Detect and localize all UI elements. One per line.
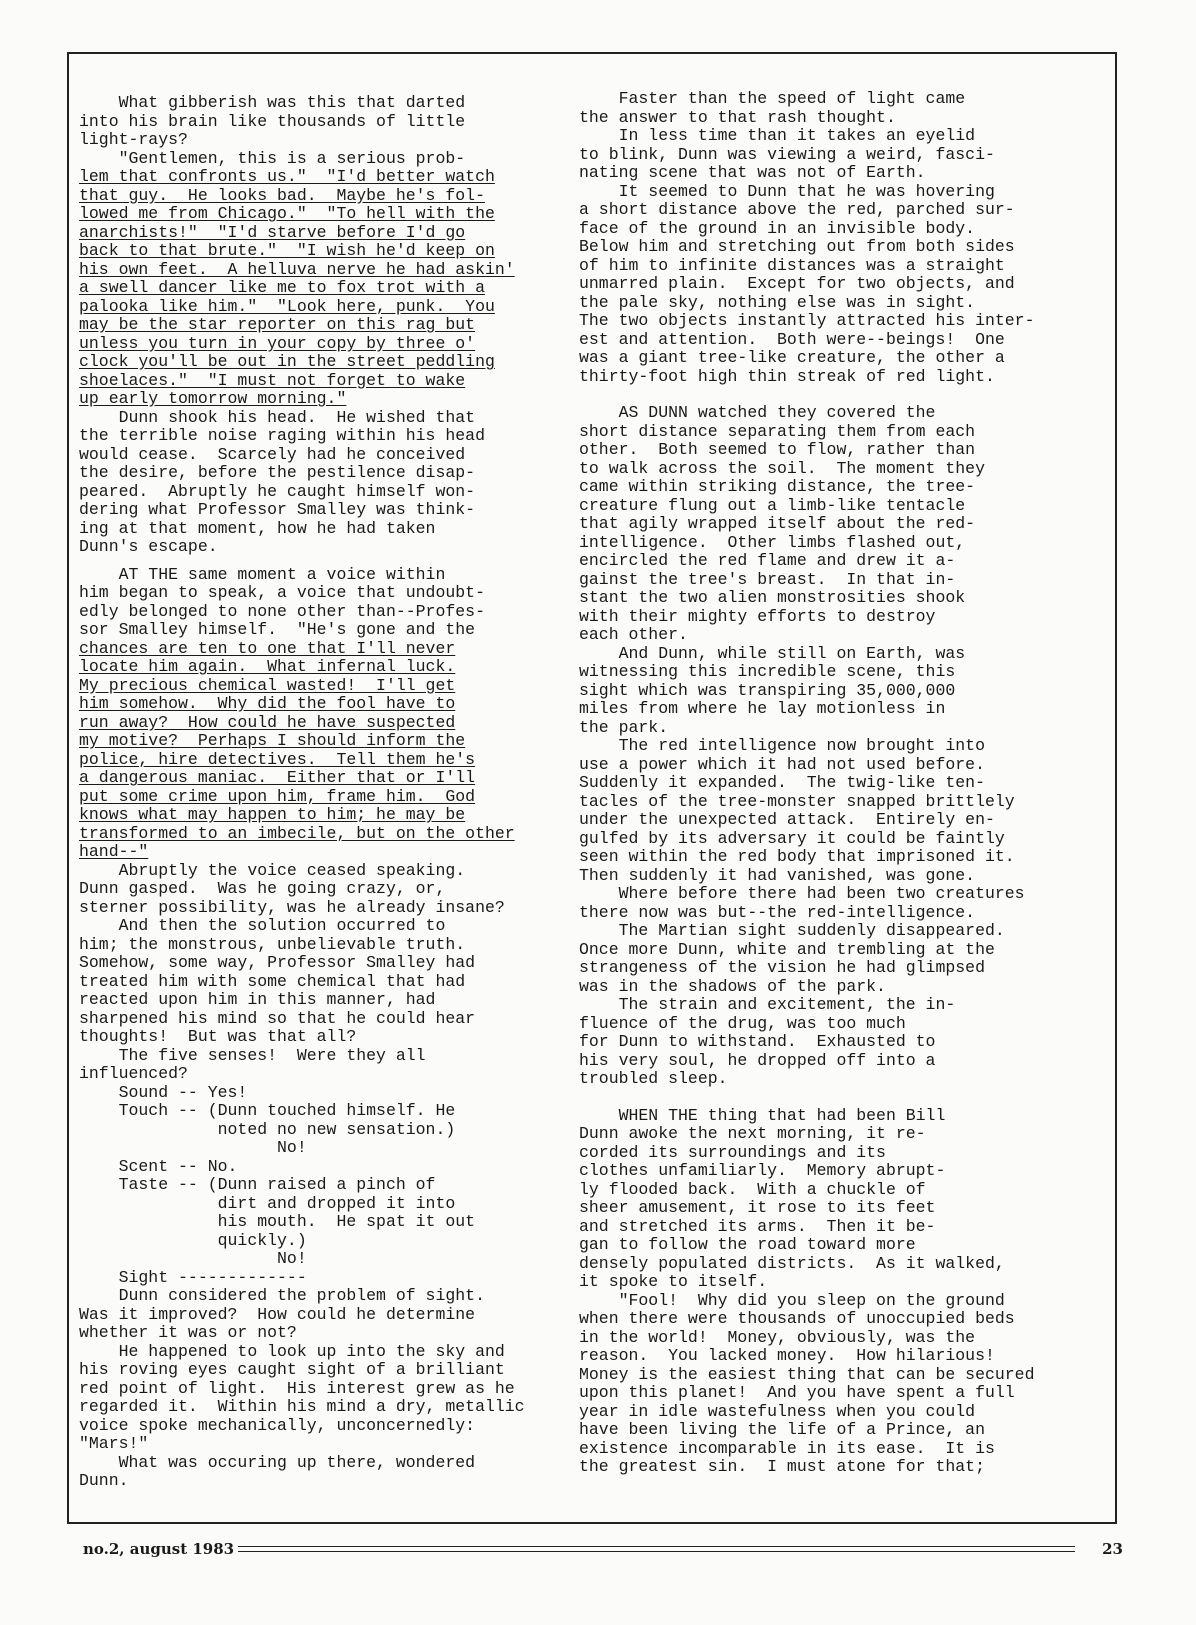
text-line: chances are ten to one that I'll never <box>79 638 456 658</box>
text-line: the terrible noise raging within his head <box>79 426 485 445</box>
text-line: nating scene that was not of Earth. <box>579 163 926 182</box>
text-line: Suddenly it expanded. The twig-like ten- <box>579 773 985 792</box>
text-line: treated him with some chemical that had <box>79 971 466 991</box>
text-line: the pale sky, nothing else was in sight. <box>579 292 976 312</box>
text-line: would cease. Scarcely had he conceived <box>79 444 466 464</box>
text-line: lowed me from Chicago." "To hell with the <box>79 204 495 223</box>
text-line: Taste -- (Dunn raised a pinch of <box>79 1175 436 1194</box>
text-line: upon this planet! And you have spent a full <box>579 1383 1015 1402</box>
page-footer <box>83 1540 1123 1560</box>
text-line: "Fool! Why did you sleep on the ground <box>579 1290 1005 1310</box>
text-line: Dunn considered the problem of sight. <box>79 1286 485 1305</box>
text-line: under the unexpected attack. Entirely en- <box>579 810 995 829</box>
text-line: quickly.) <box>79 1230 307 1250</box>
text-line: unmarred plain. Except for two objects, and <box>579 274 1015 293</box>
text-line: his own feet. A helluva nerve he had askin' <box>79 259 515 279</box>
text-line: was in the shadows of the park. <box>579 976 886 996</box>
text-line: my motive? Perhaps I should inform the <box>79 731 466 750</box>
text-line: Scent -- No. <box>79 1156 238 1176</box>
text-line: reason. You lacked money. How hilarious! <box>579 1346 995 1365</box>
text-line: peared. Abruptly he caught himself won- <box>79 481 476 501</box>
text-line: use a power which it had not used before. <box>579 754 985 774</box>
text-line: regarded it. Within his mind a dry, metallic <box>79 1397 525 1416</box>
text-line: Sight ------------- <box>79 1267 307 1287</box>
text-line: back to that brute." "I wish he'd keep on <box>79 241 495 260</box>
text-line: witnessing this incredible scene, this <box>579 662 956 681</box>
text-line: The Martian sight suddenly disappeared. <box>579 921 1005 940</box>
text-line: whether it was or not? <box>79 1323 297 1342</box>
text-line: shoelaces." "I must not forget to wake <box>79 370 466 390</box>
right-column <box>579 90 1109 1477</box>
text-line: in the world! Money, obviously, was the <box>579 1327 976 1347</box>
text-line: And Dunn, while still on Earth, was <box>579 643 966 663</box>
text-line: his very soul, he dropped off into a <box>579 1050 936 1070</box>
text-line: was a giant tree-like creature, the other a <box>579 348 1005 367</box>
text-line: "Mars!" <box>79 1434 149 1453</box>
text-line: him began to speak, a voice that undoubt- <box>79 583 485 602</box>
text-line: Once more Dunn, white and trembling at the <box>579 939 995 959</box>
text-line: sterner possibility, was he already insane? <box>79 897 505 917</box>
text-line: He happened to look up into the sky and <box>79 1341 505 1361</box>
text-line: reacted upon him in this manner, had <box>79 990 436 1009</box>
text-line: into his brain like thousands of little <box>79 111 466 131</box>
text-line: of him to infinite distances was a straight <box>579 255 1005 275</box>
text-line: the answer to that rash thought. <box>579 107 896 127</box>
text-line: have been living the life of a Prince, an <box>579 1420 985 1439</box>
footer-rule <box>233 1546 1075 1552</box>
text-line: est and attention. Both were--beings! One <box>579 329 1005 349</box>
text-line: a dangerous maniac. Either that or I'll <box>79 768 476 787</box>
text-line: light-rays? <box>79 130 188 149</box>
text-line: sight which was transpiring 35,000,000 <box>579 680 956 700</box>
text-line: sheer amusement, it rose to its feet <box>579 1198 936 1217</box>
text-line: fluence of the drug, was too much <box>579 1013 906 1033</box>
text-line: palooka like him." "Look here, punk. You <box>79 296 495 316</box>
text-line: influenced? <box>79 1064 188 1083</box>
text-line: creature flung out a limb-like tentacle <box>579 495 966 515</box>
text-line: police, hire detectives. Tell them he's <box>79 749 476 769</box>
text-line: the park. <box>579 717 669 737</box>
text-line: corded its surroundings and its <box>579 1142 886 1162</box>
text-line: it spoke to itself. <box>579 1272 768 1291</box>
text-line: gulfed by its adversary it could be faintly <box>579 828 1005 848</box>
text-line: him; the monstrous, unbelievable truth. <box>79 934 466 954</box>
issue-label: no.2, august 1983 <box>83 1540 238 1558</box>
text-line: densely populated districts. As it walked, <box>579 1253 1005 1273</box>
text-line: Faster than the speed of light came <box>579 89 966 108</box>
text-line: may be the star reporter on this rag but <box>79 315 476 334</box>
page-frame <box>67 52 1117 1524</box>
text-line: intelligence. Other limbs flashed out, <box>579 532 966 552</box>
text-line: for Dunn to withstand. Exhausted to <box>579 1032 936 1051</box>
text-line: existence incomparable in its ease. It is <box>579 1438 995 1458</box>
text-line: No! <box>79 1249 307 1268</box>
text-line: hand--" <box>79 842 149 861</box>
text-line: other. Both seemed to flow, rather than <box>579 440 976 459</box>
text-line: Dunn gasped. Was he going crazy, or, <box>79 879 446 898</box>
text-line: clothes unfamiliarly. Memory abrupt- <box>579 1161 946 1180</box>
text-line: to walk across the soil. The moment they <box>579 458 985 478</box>
text-line <box>579 1089 1109 1098</box>
text-line: locate him again. What infernal luck. <box>79 657 456 676</box>
text-line: that agily wrapped itself about the red- <box>579 514 976 533</box>
page-number: 23 <box>1098 1540 1123 1558</box>
text-line: stant the two alien monstrosities shook <box>579 588 966 607</box>
text-line: thoughts! But was that all? <box>79 1027 357 1046</box>
text-line: face of the ground in an invisible body. <box>579 218 976 238</box>
text-line: miles from where he lay motionless in <box>579 699 946 718</box>
text-line: Where before there had been two creatures <box>579 884 1025 903</box>
text-line: sor Smalley himself. "He's gone and the <box>79 620 476 639</box>
text-line: short distance separating them from each <box>579 421 976 441</box>
text-line: with their mighty efforts to destroy <box>579 606 936 626</box>
text-line: came within striking distance, the tree- <box>579 477 976 496</box>
text-line <box>579 386 1109 395</box>
text-line: each other. <box>579 625 688 644</box>
text-line: The five senses! Were they all <box>79 1045 426 1065</box>
text-line: Was it improved? How could he determine <box>79 1304 476 1324</box>
text-line: voice spoke mechanically, unconcernedly: <box>79 1415 476 1435</box>
text-line: AS DUNN watched they covered the <box>579 403 936 422</box>
text-line: a short distance above the red, parched sur- <box>579 200 1015 219</box>
text-line: The two objects instantly attracted his inter- <box>579 311 1035 330</box>
text-line: Dunn awoke the next morning, it re- <box>579 1124 926 1143</box>
text-line: the desire, before the pestilence disap- <box>79 463 476 482</box>
text-line: The red intelligence now brought into <box>579 736 985 755</box>
text-line: strangeness of the vision he had glimpsed <box>579 958 985 977</box>
text-line: Money is the easiest thing that can be secured <box>579 1364 1035 1384</box>
text-line: Dunn's escape. <box>79 537 218 556</box>
text-line: tacles of the tree-monster snapped brittlely <box>579 791 1015 811</box>
text-line: Dunn shook his head. He wished that <box>79 407 476 427</box>
text-line: ing at that moment, how he had taken <box>79 518 436 538</box>
text-line: "Gentlemen, this is a serious prob- <box>79 148 466 168</box>
text-line: My precious chemical wasted! I'll get <box>79 675 456 695</box>
text-line: anarchists!" "I'd starve before I'd go <box>79 222 466 242</box>
text-line: the greatest sin. I must atone for that; <box>579 1457 985 1476</box>
text-line: Then suddenly it had vanished, was gone. <box>579 865 976 885</box>
text-line: Dunn. <box>79 1471 129 1490</box>
text-line: gan to follow the road toward more <box>579 1235 916 1254</box>
text-line: What was occuring up there, wondered <box>79 1452 476 1472</box>
text-line: The strain and excitement, the in- <box>579 995 956 1014</box>
text-line: put some crime upon him, frame him. God <box>79 786 476 806</box>
text-line: troubled sleep. <box>579 1069 728 1088</box>
text-line: What gibberish was this that darted <box>79 93 466 112</box>
text-line: sharpened his mind so that he could hear <box>79 1008 476 1028</box>
text-line: lem that confronts us." "I'd better watch <box>79 167 495 186</box>
text-line: his mouth. He spat it out <box>79 1212 476 1231</box>
text-line: gainst the tree's breast. In that in- <box>579 569 956 589</box>
text-line: red point of light. His interest grew as he <box>79 1378 515 1398</box>
text-line: unless you turn in your copy by three o' <box>79 333 476 353</box>
text-line: thirty-foot high thin streak of red light. <box>579 366 995 386</box>
text-line: Touch -- (Dunn touched himself. He <box>79 1101 456 1120</box>
text-line: Abruptly the voice ceased speaking. <box>79 860 466 880</box>
left-column <box>79 94 574 1491</box>
text-line: noted no new sensation.) <box>79 1119 456 1139</box>
text-line: In less time than it takes an eyelid <box>579 126 976 145</box>
text-line: run away? How could he have suspected <box>79 712 456 732</box>
text-line: ly flooded back. With a chuckle of <box>579 1179 926 1199</box>
text-line: It seemed to Dunn that he was hovering <box>579 181 995 201</box>
text-line: that guy. He looks bad. Maybe he's fol- <box>79 185 485 205</box>
text-line: his roving eyes caught sight of a brilliant <box>79 1360 505 1379</box>
text-line: Somehow, some way, Professor Smalley had <box>79 953 476 972</box>
text-line: Below him and stretching out from both sides <box>579 237 1015 256</box>
text-line: to blink, Dunn was viewing a weird, fasci- <box>579 144 995 164</box>
text-line: seen within the red body that imprisoned it. <box>579 847 1015 866</box>
text-line: transformed to an imbecile, but on the other <box>79 823 515 843</box>
text-line: a swell dancer like me to fox trot with a <box>79 278 485 297</box>
text-line: there now was but--the red-intelligence. <box>579 902 976 922</box>
text-line: And then the solution occurred to <box>79 916 446 935</box>
text-line: and stretched its arms. Then it be- <box>579 1216 936 1236</box>
text-line: year in idle wastefulness when you could <box>579 1401 976 1421</box>
text-line: WHEN THE thing that had been Bill <box>579 1105 946 1125</box>
text-line: dirt and dropped it into <box>79 1193 456 1213</box>
text-line: when there were thousands of unoccupied beds <box>579 1309 1015 1328</box>
text-line: edly belonged to none other than--Profes- <box>79 601 485 621</box>
text-line: up early tomorrow morning." <box>79 389 347 408</box>
text-line: encircled the red flame and drew it a- <box>579 551 956 570</box>
text-line: him somehow. Why did the fool have to <box>79 694 456 713</box>
text-line: No! <box>79 1138 307 1157</box>
text-line: AT THE same moment a voice within <box>79 564 446 584</box>
text-line: Sound -- Yes! <box>79 1082 248 1102</box>
text-line: dering what Professor Smalley was think- <box>79 500 476 519</box>
text-line: clock you'll be out in the street peddling <box>79 352 495 371</box>
text-line: knows what may happen to him; he may be <box>79 805 466 824</box>
